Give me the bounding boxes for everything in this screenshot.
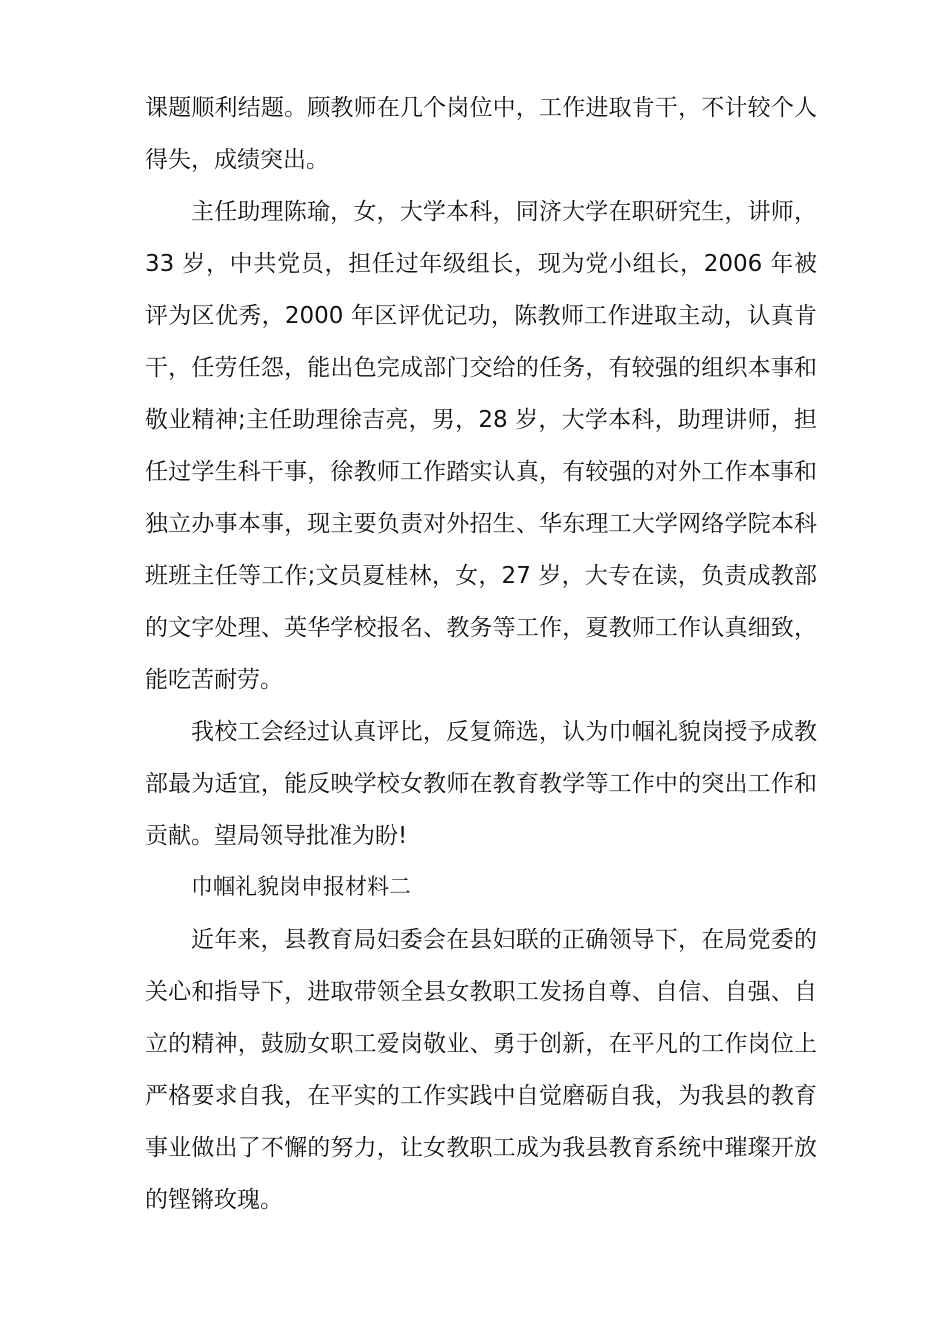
- paragraph-introduction: 近年来，县教育局妇委会在县妇联的正确领导下，在局党委的关心和指导下，进取带领全县女教职工发扬自尊、自信、自强、自立的精神，鼓励女职工爱岗敬业、勇于创新，在平凡的工作岗位上严格要求自我，在平实的工作实践中自觉磨砺自我，为我县的教育事业做出了不懈的努力，让女教职工成为我县教育系统中璀璨开放的铿锵玫瑰。: [145, 927, 817, 1213]
- paragraph-recommendation: 我校工会经过认真评比，反复筛选，认为巾帼礼貌岗授予成教部最为适宜，能反映学校女教师在教育教学等工作中的突出工作和贡献。望局领导批准为盼!: [145, 719, 817, 849]
- paragraph-continuation: 课题顺利结题。顾教师在几个岗位中，工作进取肯干，不计较个人得失，成绩突出。: [145, 95, 817, 173]
- section-heading: 巾帼礼貌岗申报材料二: [191, 875, 412, 900]
- document-page: [145, 82, 817, 1226]
- paragraph-staff-profiles: 主任助理陈瑜，女，大学本科，同济大学在职研究生，讲师，33 岁，中共党员，担任过年级组长，现为党小组长，2006 年被评为区优秀，2000 年区评优记功，陈教师工作进取主动，认真肯干，任劳任怨，能出色完成部门交给的任务，有较强的组织本事和敬业精神;主任助理徐吉亮，男，28 岁，大学本科，助理讲师，担任过学生科干事，徐教师工作踏实认真，有较强的对外工作本事和独立办事本事，现主要负责对外招生、华东理工大学网络学院本科班班主任等工作;文员夏桂林，女，27 岁，大专在读，负责成教部的文字处理、英华学校报名、教务等工作，夏教师工作认真细致，能吃苦耐劳。: [145, 199, 817, 693]
